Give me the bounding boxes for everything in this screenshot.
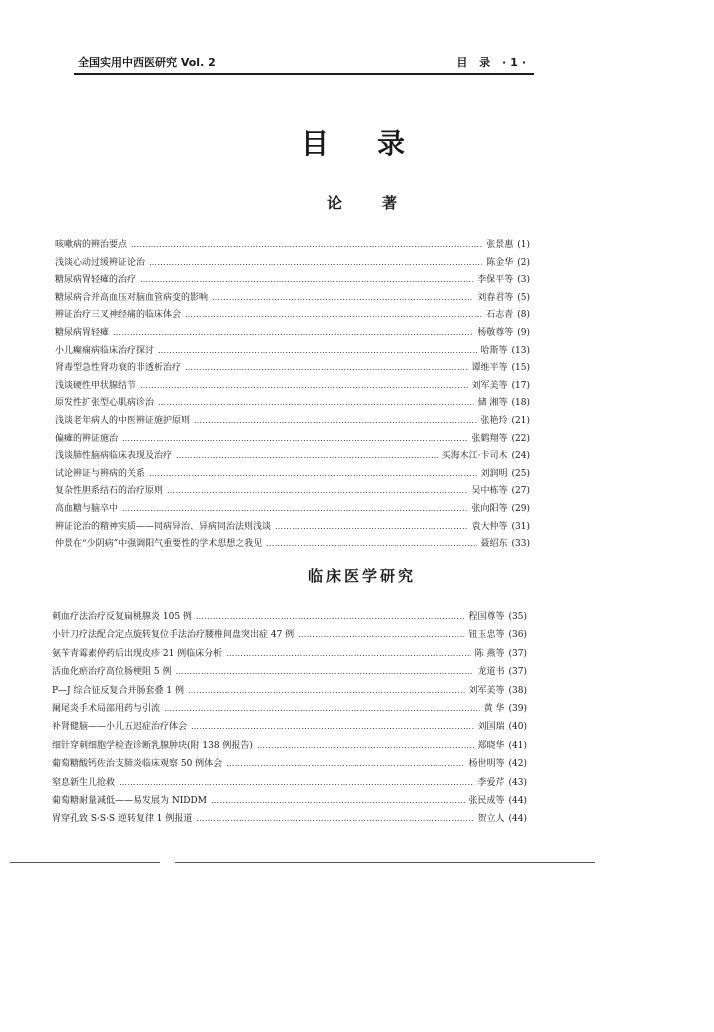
- toc-entry[interactable]: [55, 394, 530, 412]
- entry-author: 哈斯等: [480, 345, 508, 356]
- entry-author: 吴中栋等: [471, 486, 508, 497]
- entry-author: 郑晓华: [477, 740, 505, 751]
- entry-page-number: (3): [517, 275, 530, 286]
- toc-entry[interactable]: [52, 810, 527, 828]
- entry-page-number: (18): [511, 398, 530, 409]
- entry-title: 葡萄糖耐量减低——易发展为 NIDDM: [52, 795, 207, 806]
- entry-page-number: (37): [508, 648, 527, 659]
- entry-page-number: (22): [511, 433, 530, 444]
- toc-entry[interactable]: [55, 377, 530, 395]
- entry-title: 浅谈硬性甲状腺结节: [55, 380, 137, 391]
- toc-entry[interactable]: [52, 682, 527, 700]
- entry-author: 张景惠: [486, 240, 514, 250]
- entry-author: 贺立人: [477, 814, 505, 825]
- entry-title: 复杂性胆系结石的治疗原则: [55, 486, 164, 497]
- entry-author: 刘军美等: [468, 685, 505, 696]
- toc-entry[interactable]: [52, 626, 527, 644]
- journal-name: 全国实用中西医研究 Vol. 2: [78, 56, 216, 69]
- dot-leader: [164, 700, 480, 718]
- dot-leader: [158, 342, 476, 360]
- dot-leader: [196, 810, 473, 828]
- entry-author: 聂绍东: [480, 539, 508, 550]
- entry-title: 阑尾炎手术局部用药与引流: [52, 703, 161, 714]
- entry-title: 糖尿病胃轻瘫: [55, 327, 110, 338]
- dot-leader: [119, 774, 473, 792]
- dot-leader: [167, 482, 467, 500]
- entry-page-number: (43): [508, 777, 527, 788]
- toc-entry[interactable]: [52, 645, 527, 663]
- entry-author: 刘军美等: [471, 380, 508, 391]
- toc-entry[interactable]: [55, 289, 530, 307]
- dot-leader: [185, 306, 482, 324]
- toc-entry[interactable]: [55, 324, 530, 342]
- entry-author: 杨敬尊等: [477, 327, 514, 338]
- entry-title: 肾毒型急性肾功衰的非透析治疗: [55, 363, 182, 374]
- toc-entry[interactable]: [55, 500, 530, 518]
- entry-page-number: (31): [511, 521, 530, 532]
- entry-author: 刘润明: [480, 468, 508, 479]
- page-title: 目录: [300, 127, 453, 160]
- toc-list-treatises: [55, 236, 530, 553]
- entry-title: 仲景在“少阴病”中强调阳气重要性的学术思想之我见: [55, 539, 263, 550]
- toc-entry[interactable]: [55, 482, 530, 500]
- entry-page-number: (42): [508, 759, 527, 770]
- entry-title: 补肾健脑——小儿五迟症治疗体会: [52, 722, 188, 733]
- dot-leader: [176, 447, 438, 465]
- toc-entry[interactable]: [55, 447, 530, 465]
- toc-entry[interactable]: [55, 254, 530, 272]
- entry-page-number: (33): [511, 539, 530, 550]
- dot-leader: [149, 465, 476, 483]
- toc-entry[interactable]: [55, 359, 530, 377]
- entry-page-number: (5): [517, 292, 530, 303]
- entry-author: 张向阳等: [471, 503, 508, 514]
- entry-page-number: (1): [517, 240, 530, 250]
- toc-entry[interactable]: [55, 236, 530, 254]
- dot-leader: [191, 718, 473, 736]
- toc-entry[interactable]: [52, 774, 527, 792]
- entry-author: 张艳玲: [480, 415, 508, 426]
- entry-page-number: (8): [517, 310, 530, 321]
- entry-title: 葡萄糖酸钙佐治支肺炎临床观察 50 例体会: [52, 759, 223, 770]
- dot-leader: [113, 324, 473, 342]
- entry-page-number: (38): [508, 685, 527, 696]
- entry-title: 偏瘫的辨证施治: [55, 433, 119, 444]
- toc-entry[interactable]: [52, 608, 527, 626]
- dot-leader: [149, 254, 482, 272]
- entry-author: 谭维平等: [471, 363, 508, 374]
- entry-author: 陈金华: [486, 257, 514, 268]
- entry-title: 糖尿病合并高血压对脑血管病变的影响: [55, 292, 209, 303]
- toc-list-clinical-research: [52, 608, 527, 829]
- entry-author: 程国尊等: [468, 612, 505, 622]
- dot-leader: [175, 663, 473, 681]
- entry-author: 龙道书: [477, 667, 505, 678]
- entry-title: 小针刀疗法配合定点旋转复位手法治疗腰椎间盘突出症 47 例: [52, 630, 295, 641]
- entry-title: 小儿癫痫病临床治疗探讨: [55, 345, 155, 356]
- entry-title: 浅谈老年病人的中医辨证施护原则: [55, 415, 191, 426]
- toc-entry[interactable]: [55, 430, 530, 448]
- entry-title: 咳嗽病的辨治要点: [55, 240, 128, 250]
- entry-page-number: (21): [511, 415, 530, 426]
- entry-page-number: (36): [508, 630, 527, 641]
- entry-author: 买海木江·卡司木: [441, 451, 508, 462]
- running-header: [78, 52, 530, 72]
- section-title-clinical-research: 临床医学研究: [307, 567, 416, 585]
- toc-entry[interactable]: [55, 465, 530, 483]
- entry-author: 刘国瑞: [477, 722, 505, 733]
- section-title-treatises: 论著: [326, 194, 437, 212]
- dot-leader: [257, 737, 474, 755]
- header-rule: [74, 73, 534, 75]
- entry-author: 张民成等: [468, 795, 505, 806]
- dot-leader: [212, 289, 473, 307]
- toc-entry[interactable]: [52, 792, 527, 810]
- entry-title: 活血化瘀治疗高位肠梗阻 5 例: [52, 667, 172, 678]
- entry-page-number: (37): [508, 667, 527, 678]
- dot-leader: [185, 359, 467, 377]
- page-marker: 目 录 ·1·: [456, 56, 530, 69]
- entry-title: 胃穿孔致 S·S·S 逆转复律 1 例报道: [52, 814, 193, 825]
- toc-entry[interactable]: [55, 306, 530, 324]
- dot-leader: [140, 377, 467, 395]
- entry-page-number: (44): [508, 814, 527, 825]
- dot-leader: [196, 608, 465, 626]
- entry-page-number: (44): [508, 795, 527, 806]
- entry-author: 黄 华: [483, 703, 505, 714]
- entry-title: 原发性扩张型心肌病诊治: [55, 398, 155, 409]
- dot-leader: [122, 430, 467, 448]
- dot-leader: [226, 645, 470, 663]
- entry-author: 石志青: [486, 310, 514, 321]
- entry-page-number: (17): [511, 380, 530, 391]
- dot-leader: [122, 500, 467, 518]
- toc-entry[interactable]: [55, 342, 530, 360]
- toc-entry[interactable]: [52, 718, 527, 736]
- toc-entry[interactable]: [52, 663, 527, 681]
- dot-leader: [131, 236, 482, 254]
- entry-title: 高血糖与脑卒中: [55, 503, 119, 514]
- dot-leader: [158, 394, 474, 412]
- entry-title: 辨证治疗三叉神经痛的临床体会: [55, 310, 182, 321]
- entry-page-number: (25): [511, 468, 530, 479]
- dot-leader: [194, 412, 476, 430]
- entry-title: 刺血疗法治疗反复扁桃腺炎 105 例: [52, 612, 192, 622]
- entry-title: 试论辨证与辨病的关系: [55, 468, 146, 479]
- footer-rule: [175, 862, 595, 863]
- entry-page-number: (40): [508, 722, 527, 733]
- entry-author: 储 湘等: [477, 398, 508, 409]
- entry-author: 陈 燕等: [474, 648, 505, 659]
- entry-author: 袁大仲等: [471, 521, 508, 532]
- toc-entry[interactable]: [52, 700, 527, 718]
- entry-author: 刘春君等: [477, 292, 514, 303]
- entry-title: 窒息新生儿抢救: [52, 777, 116, 788]
- entry-author: 李爱芹: [477, 777, 505, 788]
- dot-leader: [266, 535, 476, 553]
- entry-title: 糖尿病胃轻瘫的治疗: [55, 275, 137, 286]
- entry-page-number: (29): [511, 503, 530, 514]
- entry-page-number: (41): [508, 740, 527, 751]
- entry-page-number: (27): [511, 486, 530, 497]
- toc-entry[interactable]: [52, 755, 527, 773]
- entry-author: 钮玉忠等: [468, 630, 505, 641]
- footer-rule: [10, 862, 160, 863]
- toc-entry[interactable]: [52, 737, 527, 755]
- entry-author: 张鹤翔等: [471, 433, 508, 444]
- entry-page-number: (39): [508, 703, 527, 714]
- entry-author: 李保平等: [477, 275, 514, 286]
- dot-leader: [298, 626, 464, 644]
- toc-entry[interactable]: [55, 518, 530, 536]
- entry-title: 细针穿刺细胞学检查诊断乳腺肿块(附 138 例报告): [52, 740, 253, 751]
- entry-title: 浅谈心动过缓辨证论治: [55, 257, 146, 268]
- dot-leader: [275, 518, 467, 536]
- toc-entry[interactable]: [55, 271, 530, 289]
- entry-page-number: (9): [517, 327, 530, 338]
- entry-page-number: (24): [511, 451, 530, 462]
- entry-author: 杨世明等: [468, 759, 505, 770]
- entry-page-number: (13): [511, 345, 530, 356]
- entry-title: 氨苄青霉素停药后出现皮疹 21 例临床分析: [52, 648, 223, 659]
- dot-leader: [140, 271, 473, 289]
- dot-leader: [188, 682, 465, 700]
- entry-page-number: (35): [508, 612, 527, 622]
- entry-page-number: (15): [511, 363, 530, 374]
- entry-title: P—J 综合征反复合并肠套叠 1 例: [52, 685, 184, 696]
- entry-title: 辨证论治的精神实质——同病异治、异病同治法则浅谈: [55, 521, 272, 532]
- dot-leader: [211, 792, 465, 810]
- entry-title: 浅谈肺性脑病临床表现及治疗: [55, 451, 173, 462]
- toc-entry[interactable]: [55, 412, 530, 430]
- dot-leader: [226, 755, 464, 773]
- toc-entry[interactable]: [55, 535, 530, 553]
- entry-page-number: (2): [517, 257, 530, 268]
